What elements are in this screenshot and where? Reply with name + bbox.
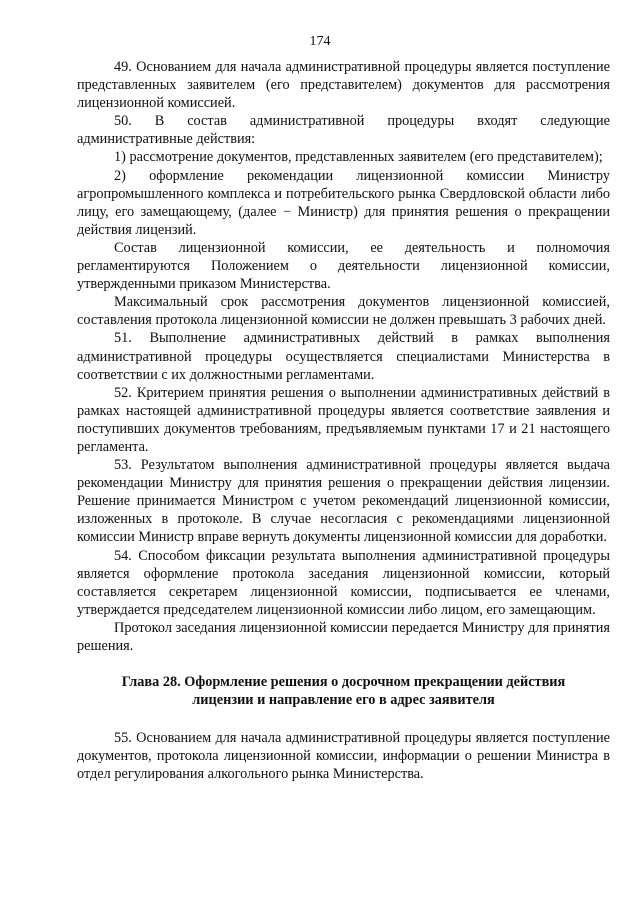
chapter-heading-line-2: лицензии и направление его в адрес заявителя — [192, 692, 495, 709]
document-body — [77, 58, 610, 784]
paragraph-max-term: Максимальный срок рассмотрения документов лицензионной комиссией, составления протокола лицензионной комиссии не должен превышать 3 рабочих дней. — [77, 294, 610, 329]
list-item-2: 2) оформление рекомендации лицензионной комиссии Министру агропромышленного комплекса и потребительского рынка Свердловской области либо лицу, его замещающему, (далее − Министр) для принятия решения о прекращении действия лицензий. — [77, 167, 610, 238]
paragraph-52: 52. Критерием принятия решения о выполнении административных действий в рамках настоящей административной процедуры является соответствие заявления и поступивших документов требованиям, предъявляемым пунктами 17 и 21 настоящего регламента. — [77, 384, 610, 455]
paragraph-54: 54. Способом фиксации результата выполнения административной процедуры является оформление протокола заседания лицензионной комиссии, который составляется секретарем лицензионной комиссии, подписывается ее членами, утверждается председателем лицензионной комиссии либо лицом, его замещающим. — [77, 547, 610, 618]
list-item-1: 1) рассмотрение документов, представленных заявителем (его представителем); — [114, 149, 603, 166]
chapter-heading-line-1: Глава 28. Оформление решения о досрочном прекращении действия — [121, 674, 566, 691]
paragraph-50: 50. В состав административной процедуры входят следующие административные действия: — [77, 113, 610, 148]
page-number: 174 — [309, 34, 331, 49]
paragraph-49: 49. Основанием для начала административной процедуры является поступление представленных заявителем (его представителем) документов для рассмотрения лицензионной комиссией. — [77, 59, 610, 112]
paragraph-commission-composition: Состав лицензионной комиссии, ее деятельность и полномочия регламентируются Положением о деятельности лицензионной комиссии, утвержденными приказом Министерства. — [77, 239, 610, 293]
paragraph-protocol: Протокол заседания лицензионной комиссии передается Министру для принятия решения. — [77, 619, 610, 654]
paragraph-55: 55. Основанием для начала административной процедуры является поступление документов, протокола лицензионной комиссии, информации о решении Министра в отдел регулирования алкогольного рынка Министерства. — [77, 730, 610, 783]
paragraph-51: 51. Выполнение административных действий в рамках выполнения административной процедуры осуществляется специалистами Министерства в соответствии с их должностными регламентами. — [77, 330, 610, 383]
chapter-heading — [77, 673, 610, 709]
paragraph-53: 53. Результатом выполнения административной процедуры является выдача рекомендации Министру для принятия решения о прекращении действия лицензии. Решение принимается Министром с учетом рекомендаций лицензионной комиссии, изложенных в протоколе. В случае несогласия с рекомендациями лицензионной комиссии Министр вправе вернуть документы лицензионной комиссии для доработки. — [77, 457, 610, 546]
